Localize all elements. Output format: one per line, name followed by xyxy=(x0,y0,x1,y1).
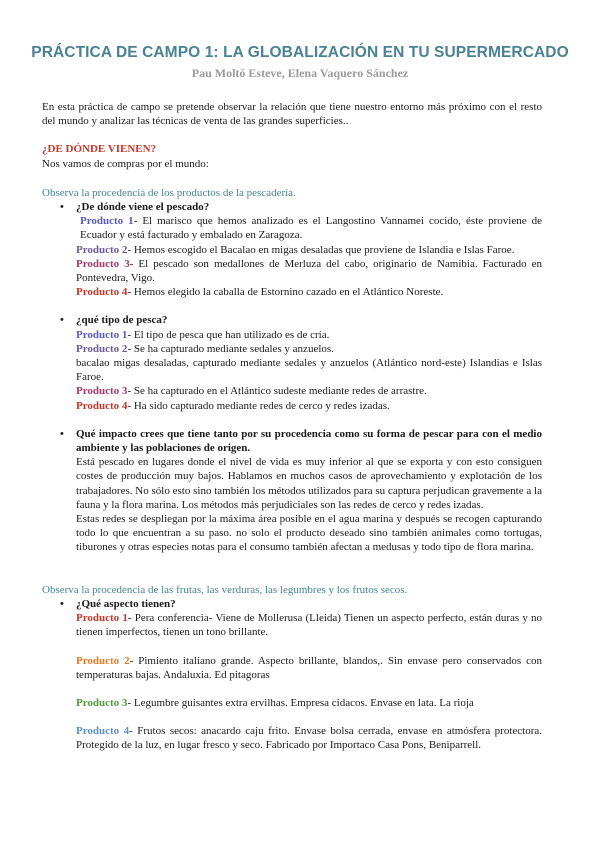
bullet-icon: • xyxy=(60,201,64,214)
product-label: Producto 4 xyxy=(76,399,128,412)
list-item xyxy=(76,356,542,384)
product-text: - Hemos escogido el Bacalao en migas desaladas que proviene de Islandia e Islas Faroe. xyxy=(127,243,515,256)
product-text: - El tipo de pesca que han utilizado es de cría. xyxy=(127,328,330,341)
product-label: Producto 3 xyxy=(76,385,128,398)
intro-paragraph: En esta práctica de campo se pretende observar la relación que tiene nuestro entorno más próximo con el resto del mundo y analizar las técnicas de venta de las grandes superficies.. xyxy=(42,101,542,128)
product-text: - Legumbre guisantes extra ervilhas. Empresa cidacos. Envase en lata. La rioja xyxy=(127,696,474,709)
authors-line: Pau Moltó Esteve, Elena Vaquero Sánchez xyxy=(191,66,409,80)
list-item xyxy=(76,328,542,342)
list-item xyxy=(76,257,542,285)
list-item xyxy=(76,724,542,752)
impact-answer xyxy=(76,455,542,554)
section-heading: ¿DE DÓNDE VIENEN? xyxy=(42,143,157,156)
question-text: Qué impacto crees que tiene tanto por su procedencia como su forma de pescar para con el medio ambiente y las poblaciones de origen. xyxy=(76,427,542,455)
bullet-icon: • xyxy=(60,314,64,327)
question-bullet xyxy=(60,200,542,214)
bullet-icon: • xyxy=(60,427,64,440)
question-text: ¿qué tipo de pesca? xyxy=(76,314,168,327)
product-label: Producto 3 xyxy=(76,696,128,709)
bullet-icon: • xyxy=(60,597,64,610)
product-text: - El marisco que hemos analizado es el Langostino Vannamei cocido, éste proviene de Ecuador y está facturado y embalado en Zaragoza. xyxy=(80,215,542,242)
product-text: - Hemos elegido la caballa de Estornino cazado en el Atlántico Noreste. xyxy=(127,286,444,299)
question-bullet xyxy=(60,427,542,455)
product-label: Producto 4 xyxy=(76,286,128,299)
answer-paragraph: Estas redes se despliegan por la máxima área posible en el agua marina y después se recogen capturando todo lo que encuentran a su paso. no solo el producto deseado sino también animales como tortugas, tiburones y otras especies notas para el consumo también afectan a medusas y todo tipo de flora marina. xyxy=(76,513,542,554)
fruits-heading: Observa la procedencia de las frutas, las verduras, las legumbres y los frutos secos. xyxy=(42,583,408,596)
document-body xyxy=(42,96,542,753)
product-label: Producto 2 xyxy=(76,342,128,355)
question-text: ¿De dónde viene el pescado? xyxy=(76,201,210,214)
list-item xyxy=(76,285,542,299)
product-label: Producto 4 xyxy=(76,725,130,738)
page-title: PRÁCTICA DE CAMPO 1: LA GLOBALIZACIÓN EN TU SUPERMERCADO xyxy=(31,44,569,61)
answer-list xyxy=(76,214,542,299)
section-subtitle: Nos vamos de compras por el mundo: xyxy=(42,157,209,170)
list-item xyxy=(76,654,542,682)
question-bullet xyxy=(60,597,542,611)
question-text: ¿Qué aspecto tienen? xyxy=(76,597,176,610)
answer-list xyxy=(76,611,542,752)
list-item xyxy=(76,342,542,356)
product-text: - Se ha capturado mediante sedales y anzuelos. xyxy=(127,342,334,355)
fish-heading: Observa la procedencia de los productos de la pescadería. xyxy=(42,186,296,199)
product-text: - Ha sido capturado mediante redes de cerco y redes izadas. xyxy=(127,399,390,412)
answer-list xyxy=(76,328,542,413)
product-label: Producto 1 xyxy=(80,215,134,228)
question-bullet xyxy=(60,313,542,327)
product-label: Producto 2 xyxy=(76,654,130,667)
list-item xyxy=(76,243,542,257)
product-text: - Frutos secos: anacardo caju frito. Envase bolsa cerrada, envase en atmósfera protectora. Protegido de la luz, en lugar fresco y seco. Fabricado por Importaco Casa Pons, Beniparrell. xyxy=(76,725,543,752)
product-text: bacalao migas desaladas, capturado mediante sedales y anzuelos (Atlántico nord-este) Islandias e Islas Faroe. xyxy=(76,357,542,384)
answer-paragraph: Está pescado en lugares donde el nivel de vida es muy inferior al que se exporta y con esto consiguen costes de producción muy bajos. Hablamos en muchos casos de aprovechamiento y explotación de los trabajadores. No sólo esto sino también los métodos utilizados para su captura perjudican gravemente a la fauna y la flora marina. Los métodos más perjudiciales son las redes de cerco y redes izadas. xyxy=(76,456,542,511)
list-item xyxy=(76,399,542,413)
product-label: Producto 1 xyxy=(76,612,128,625)
product-text: - Pera conferencia- Viene de Mollerusa (Lleida) Tienen un aspecto perfecto, están duras y no tienen imperfectos, tienen un tono brillante. xyxy=(76,612,543,639)
list-item xyxy=(76,384,542,398)
list-item xyxy=(76,611,542,639)
product-label: Producto 3 xyxy=(76,257,130,270)
list-item xyxy=(76,696,542,710)
product-label: Producto 1 xyxy=(76,328,128,341)
product-label: Producto 2 xyxy=(76,243,128,256)
list-item xyxy=(76,214,542,242)
product-text: - Se ha capturado en el Atlántico sudeste mediante redes de arrastre. xyxy=(127,385,427,398)
product-text: - Pimiento italiano grande. Aspecto brillante, blandos,. Sin envase pero conservados con temperaturas bajas. Andaluxia. Ed pitagoras xyxy=(76,654,542,681)
product-text: - El pescado son medallones de Merluza del cabo, originario de Namibia. Facturado en Pontevedra, Vigo. xyxy=(76,257,543,285)
